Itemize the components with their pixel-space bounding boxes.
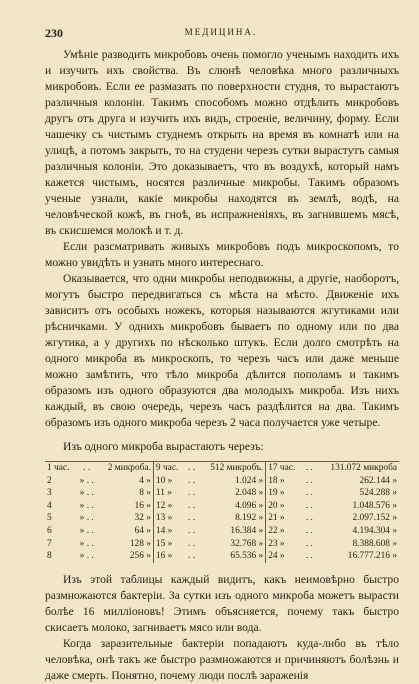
table-cell: » . . (79, 500, 94, 511)
table-cell: 12 » (155, 500, 173, 511)
table-cell: . . (188, 513, 196, 524)
table-cell: 16 » (155, 551, 173, 562)
table-cell: 2.097.152 » (352, 513, 397, 524)
table-cell: 32.768 » (198, 538, 266, 551)
table-cell: 8 » (97, 487, 153, 500)
table-cell: 15 » (155, 538, 173, 549)
running-title: МЕДИЦИНА. (184, 27, 258, 37)
table-cell: » . . (79, 551, 94, 562)
paragraph: Если разсматривать живыхъ микробовъ подъ микроскопомъ, то можно увидѣть и узнать много интереснаго. (45, 240, 399, 269)
table-cell: 11 » (155, 488, 172, 499)
table-cell: 22 » (268, 525, 285, 536)
table-cell: . . (188, 463, 196, 473)
table-cell: 3 (47, 488, 52, 499)
table-cell: 8 (47, 551, 52, 562)
table-cell: 13 » (155, 513, 173, 524)
table-cell: 1 час. (47, 463, 70, 473)
table-cell: » . . (79, 538, 94, 549)
table-row (45, 500, 399, 513)
table-cell: 24 » (268, 551, 285, 562)
table-cell: 17 час. (268, 463, 296, 473)
table-cell: 21 » (268, 513, 285, 524)
table-cell: 2 микроба. (97, 462, 153, 475)
paragraph: Оказывается, что одни микробы неподвижны, а другіе, наоборотъ, могутъ быстро передвигаться съ мѣста на мѣсто. Движеніе ихъ зависитъ отъ особыхъ ножекъ, которыя называются жгутиками или рѣсничками. У однихъ микробовъ бываетъ по одному или по два жгутика, а у другихъ по нѣсколько штукъ. Если долго смотрѣть на одного микроба въ микроскопъ, то черезъ часъ или даже меньше можно замѣтить, что тѣло микроба дѣлится пополамъ и такимъ образомъ изъ одного образуются два молодыхъ микроба. Изъ нихъ каждый, въ свою очередь, черезъ часъ раздѣлится на два. Такимъ образомъ изъ одного микроба черезъ 2 часа получается уже четыре. (45, 272, 399, 429)
table-cell: 64 » (97, 525, 153, 538)
table-cell: 8.388.608 » (352, 538, 397, 549)
table-cell: 9 час. (155, 463, 179, 473)
table-cell: 262.144 » (359, 475, 397, 486)
paragraph: Умѣніе разводить микробовъ очень помогло ученымъ находить ихъ и изучить ихъ свойства. Въ слюнѣ человѣка много различныхъ микробовъ. Если ее размазать по поверхности студня, то вырастаютъ различныя колоніи. Такимъ способомъ можно отдѣлить микробовъ другъ отъ друга и изучить ихъ видъ, строеніе, величину, форму. Если чашечку съ чистымъ студнемъ открыть на время въ комнатѣ или на улицѣ, а потомъ закрыть, то на студени черезъ сутки вырастутъ самыя различныя колоніи. Это доказываетъ, что въ воздухѣ, который намъ кажется чистымъ, носятся различные микробы. Такимъ образомъ ученые узнали, какіе микробы находятся въ землѣ, водѣ, на человѣческой кожѣ, въ гноѣ, въ испражненіяхъ, въ загнившемъ мясѣ, въ скисшемся молокѣ и т. д. (45, 48, 399, 237)
table-cell: 1.048.576 » (352, 500, 397, 511)
table-cell: » . . (79, 488, 94, 499)
page-body (45, 47, 399, 684)
table-cell: 14 » (155, 525, 173, 536)
table-cell: . . (305, 551, 313, 562)
table-row (45, 525, 399, 538)
growth-table (45, 461, 399, 563)
table-cell: » . . (79, 525, 94, 536)
table-row (45, 475, 399, 488)
paragraph: Когда заразительные бактеріи попадаютъ куда-либо въ тѣло человѣка, онѣ такъ же быстро размножаются и причиняютъ болѣзнь и даже смерть. Понятно, почему люди послѣ зараженія (45, 636, 399, 682)
table-row (45, 538, 399, 551)
table-cell: 4 (47, 500, 52, 511)
table-cell: . . (305, 500, 313, 511)
table-cell: 524.288 » (359, 488, 397, 499)
table-cell: 1.024 » (198, 475, 266, 488)
table-cell: 2.048 » (198, 487, 266, 500)
table-cell: » . . (79, 513, 94, 524)
table-row (45, 512, 399, 525)
page-number: 230 (45, 26, 63, 40)
table-cell: 256 » (97, 550, 153, 563)
table-cell: . . (305, 538, 313, 549)
table-cell: . . (188, 488, 196, 499)
table-cell: . . (188, 551, 196, 562)
table-cell: . . (188, 475, 196, 486)
table-cell: 10 » (155, 475, 173, 486)
table-cell: . . (83, 463, 91, 473)
table-cell: 16 » (97, 500, 153, 513)
table-cell: . . (188, 538, 196, 549)
table-cell: 4 » (97, 475, 153, 488)
table-cell: 4.194.304 » (352, 525, 397, 536)
table-cell: 128 » (97, 538, 153, 551)
table-cell: 20 » (268, 500, 285, 511)
table-cell: 19 » (268, 488, 285, 499)
table-cell: . . (188, 500, 196, 511)
table-cell: . . (188, 525, 196, 536)
table-cell: . . (305, 525, 313, 536)
table-cell: 16.777.216 » (347, 551, 397, 562)
table-cell: . . (305, 488, 313, 499)
table-cell: . . (305, 475, 313, 486)
table-cell: 8.192 » (198, 512, 266, 525)
table-cell: 16.384 » (198, 525, 266, 538)
table-cell: 131.072 микроба (330, 463, 397, 473)
table-cell: » . . (79, 475, 94, 486)
paragraph: Изъ этой таблицы каждый видитъ, какъ неимовѣрно быстро размножаются бактеріи. За сутки изъ одного микроба можетъ вырасти болѣе 16 милліоновъ! Этимъ объясняется, почему такъ быстро скисаетъ молоко, загниваетъ мясо или вода. (45, 572, 399, 634)
table-cell: . . (305, 463, 313, 473)
table-row (45, 462, 399, 475)
table-cell: 2 (47, 475, 52, 486)
table-cell: 7 (47, 538, 52, 549)
table-cell: 18 » (268, 475, 285, 486)
table-cell: 512 микробъ. (198, 462, 266, 475)
table-intro: Изъ одного микроба вырастаютъ черезъ: (63, 440, 264, 453)
table-cell: 32 » (97, 512, 153, 525)
table-cell: 4.096 » (198, 500, 266, 513)
page-header (45, 26, 397, 40)
table-cell: 5 (47, 513, 52, 524)
table-cell: 23 » (268, 538, 285, 549)
table-cell: 65.536 » (198, 550, 266, 563)
table-cell: . . (305, 513, 313, 524)
table-cell: 6 (47, 525, 52, 536)
table-row (45, 487, 399, 500)
table-row (45, 550, 399, 563)
